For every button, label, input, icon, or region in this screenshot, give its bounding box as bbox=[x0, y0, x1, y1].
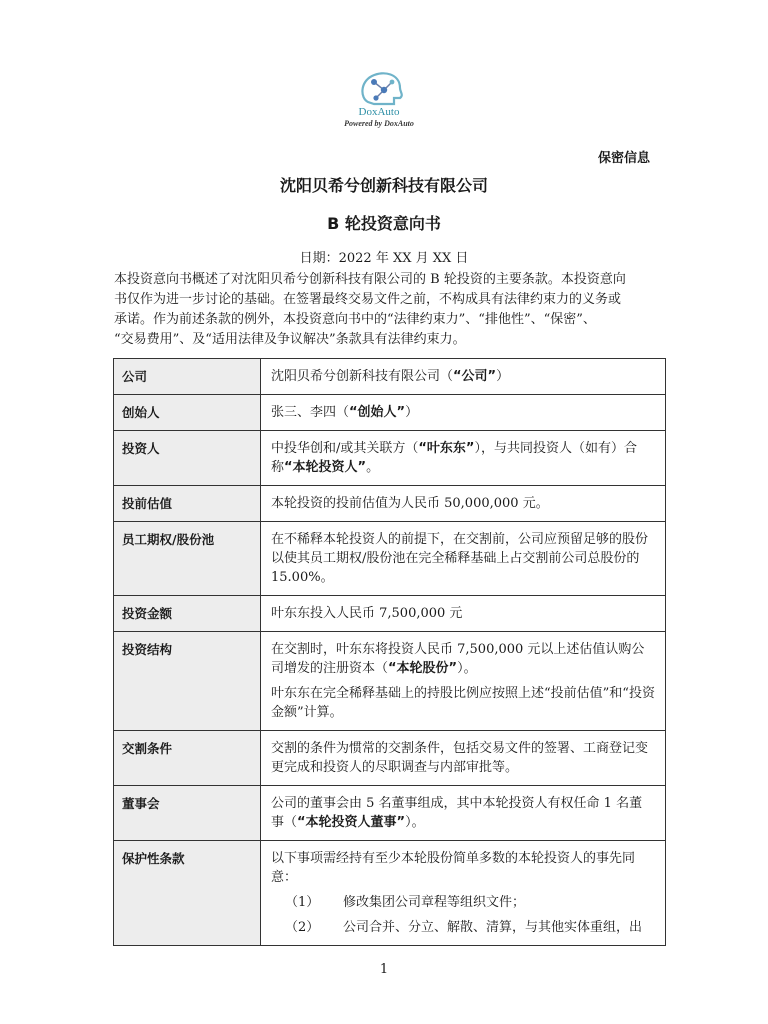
defined-term: “本轮投资人” bbox=[284, 460, 367, 475]
page-number: 1 bbox=[379, 962, 389, 977]
table-row bbox=[114, 522, 666, 596]
row-label: 投前估值 bbox=[114, 486, 261, 522]
term-sheet-table bbox=[113, 358, 666, 946]
row-label: 保护性条款 bbox=[114, 841, 261, 946]
row-value: 在不稀释本轮投资人的前提下，在交割前，公司应预留足够的股份以使其员工期权/股份池在完全稀释基础上占交割前公司总股份的 15.00%。 bbox=[261, 522, 666, 596]
defined-term: “本轮投资人董事” bbox=[297, 815, 406, 830]
list-item bbox=[271, 918, 655, 937]
value-text: ） bbox=[496, 369, 510, 384]
list-item-text: 公司合并、分立、解散、清算，与其他实体重组，出 bbox=[343, 920, 643, 935]
row-value: 本轮投资的投前估值为人民币 50,000,000 元。 bbox=[261, 486, 666, 522]
table-row bbox=[114, 395, 666, 431]
row-label: 投资人 bbox=[114, 431, 261, 486]
value-text: 张三、李四（ bbox=[271, 405, 350, 420]
row-label: 投资金额 bbox=[114, 596, 261, 632]
table-row bbox=[114, 632, 666, 731]
row-value bbox=[261, 395, 666, 431]
list-item-number: （2） bbox=[285, 920, 320, 935]
value-text: 沈阳贝希兮创新科技有限公司（ bbox=[271, 369, 454, 384]
doxauto-logo bbox=[330, 68, 428, 128]
list-item-number: （1） bbox=[285, 895, 320, 910]
row-label: 创始人 bbox=[114, 395, 261, 431]
intro-line: “交易费用”、及“适用法律及争议解决”条款具有法律约束力。 bbox=[114, 332, 466, 347]
value-paragraph: 以下事项需经持有至少本轮股份简单多数的本轮投资人的事先同意： bbox=[271, 851, 636, 885]
row-label: 交割条件 bbox=[114, 731, 261, 786]
row-value: 叶东东投入人民币 7,500,000 元 bbox=[261, 596, 666, 632]
defined-term: “创始人” bbox=[349, 405, 406, 420]
value-text: 在交割时，叶东东将投资人民币 7,500,000 元以上述估值认购公司增发的注册资本（ bbox=[271, 642, 645, 676]
intro-line: 本投资意向书概述了对沈阳贝希兮创新科技有限公司的 B 轮投资的主要条款。本投资意向 bbox=[114, 272, 626, 287]
table-row bbox=[114, 359, 666, 395]
table-row bbox=[114, 841, 666, 946]
row-value bbox=[261, 632, 666, 731]
logo-wordmark: DoxAuto bbox=[358, 106, 400, 118]
value-text: 公司的董事会由 5 名董事组成，其中本轮投资人有权任命 1 名董事（ bbox=[271, 796, 643, 830]
table-row bbox=[114, 596, 666, 632]
value-text: ）。 bbox=[457, 661, 477, 676]
table-row bbox=[114, 431, 666, 486]
defined-term: “公司” bbox=[453, 369, 497, 384]
list-item bbox=[271, 893, 655, 912]
value-text: ） bbox=[405, 405, 419, 420]
value-paragraph: 叶东东在完全稀释基础上的持股比例应按照上述“投前估值”和“投资金额”计算。 bbox=[271, 686, 655, 720]
row-label: 董事会 bbox=[114, 786, 261, 841]
row-label: 员工期权/股份池 bbox=[114, 522, 261, 596]
brain-network-icon bbox=[330, 68, 428, 108]
table-row bbox=[114, 731, 666, 786]
intro-line: 承诺。作为前述条款的例外，本投资意向书中的“法律约束力”、“排他性”、“保密”、 bbox=[114, 312, 596, 327]
defined-term: “本轮股份” bbox=[388, 661, 458, 676]
row-value bbox=[261, 359, 666, 395]
value-text: 。 bbox=[366, 460, 380, 475]
defined-term: “叶东东” bbox=[418, 441, 475, 456]
value-text: ），与共同投资人（如有）合称 bbox=[271, 441, 637, 475]
value-paragraph bbox=[271, 640, 655, 678]
logo-powered-by: Powered by DoxAuto bbox=[344, 119, 414, 128]
table-row bbox=[114, 486, 666, 522]
confidential-label: 保密信息 bbox=[598, 151, 651, 166]
intro-paragraph bbox=[114, 270, 664, 350]
row-label: 公司 bbox=[114, 359, 261, 395]
row-value bbox=[261, 431, 666, 486]
value-text: ）。 bbox=[405, 815, 425, 830]
row-value bbox=[261, 786, 666, 841]
list-item-text: 修改集团公司章程等组织文件； bbox=[343, 895, 526, 910]
company-title: 沈阳贝希兮创新科技有限公司 bbox=[279, 176, 488, 195]
document-date: 日期：2022 年 XX 月 XX 日 bbox=[299, 251, 469, 266]
row-label: 投资结构 bbox=[114, 632, 261, 731]
row-value bbox=[261, 841, 666, 946]
table-row bbox=[114, 786, 666, 841]
document-title: B 轮投资意向书 bbox=[327, 214, 441, 233]
row-value: 交割的条件为惯常的交割条件，包括交易文件的签署、工商登记变更完成和投资人的尽职调查与内部审批等。 bbox=[261, 731, 666, 786]
value-text: 中投华创和/或其关联方（ bbox=[271, 441, 419, 456]
intro-line: 书仅作为进一步讨论的基础。在签署最终交易文件之前，不构成具有法律约束力的义务或 bbox=[114, 292, 622, 307]
